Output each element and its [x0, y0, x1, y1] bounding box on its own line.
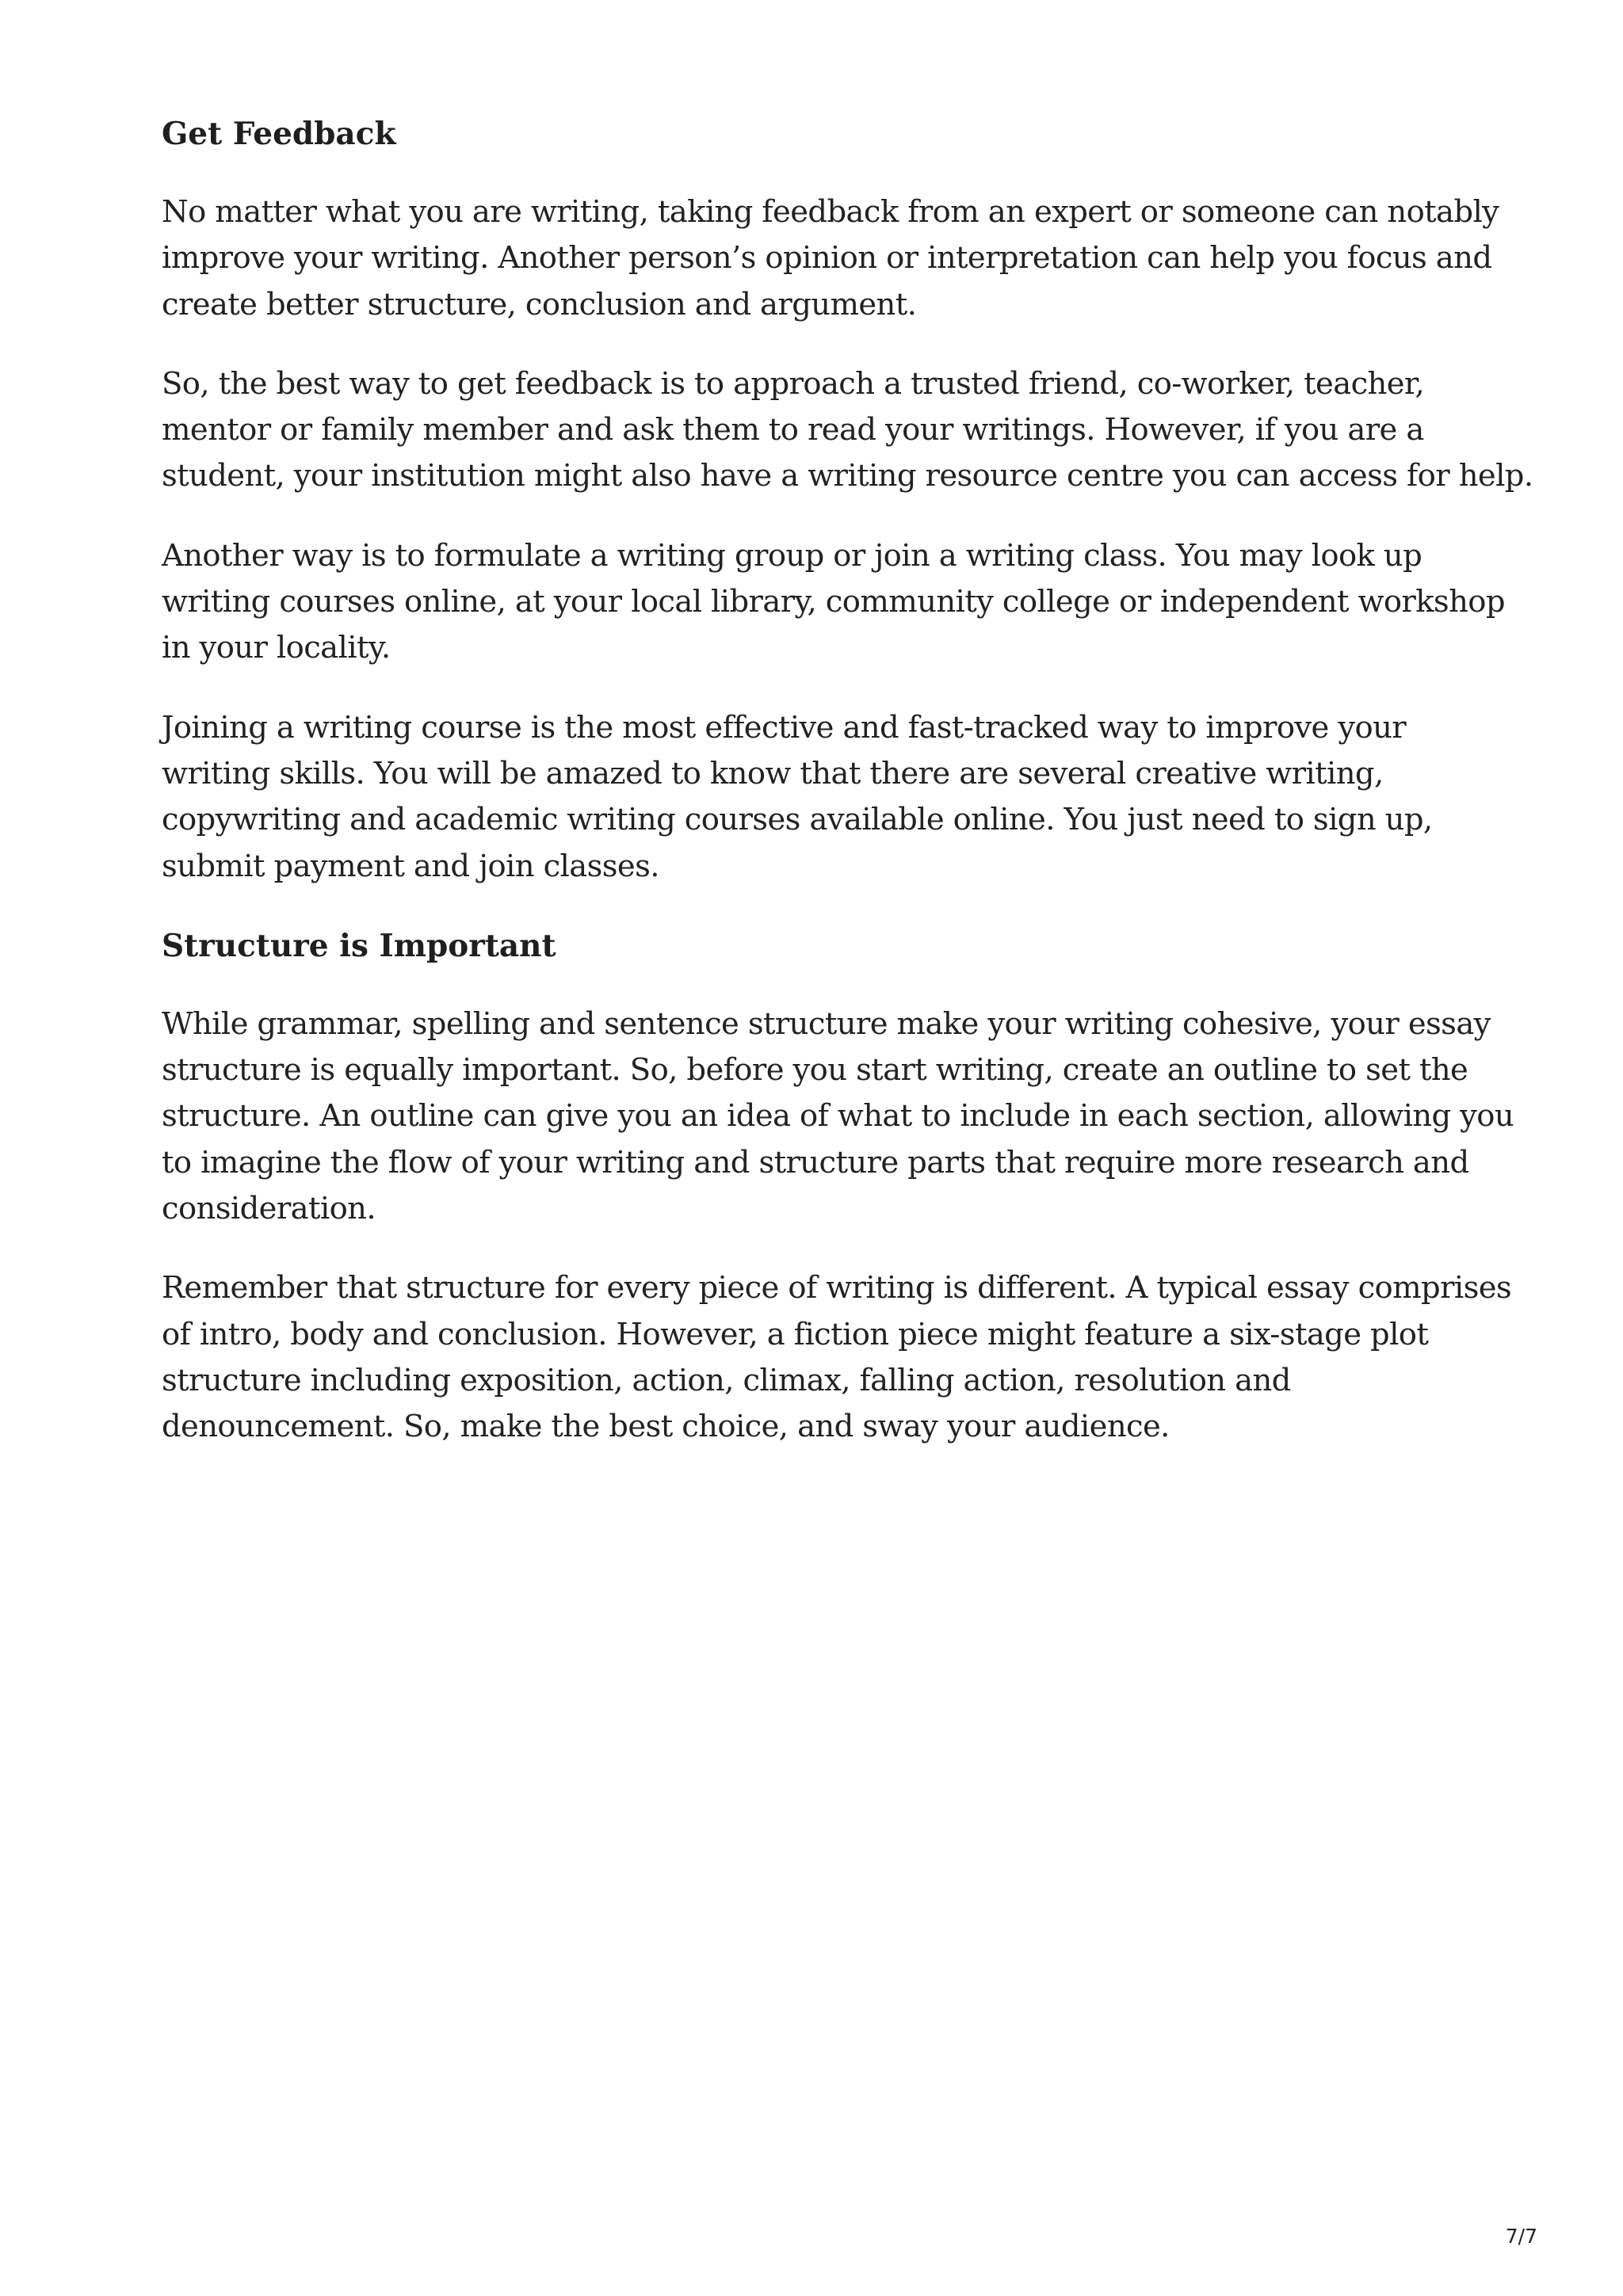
paragraph-line: consideration. [162, 1191, 376, 1227]
section-heading-structure-is-important: Structure is Important [162, 927, 556, 964]
paragraph-line: denouncement. So, make the best choice, and sway your audience. [162, 1409, 1170, 1445]
section-heading-get-feedback: Get Feedback [162, 116, 396, 152]
paragraph-line: structure is equally important. So, before you start writing, create an outline to set the [162, 1052, 1468, 1089]
paragraph-line: structure. An outline can give you an idea of what to include in each section, allowing you [162, 1098, 1514, 1135]
paragraph-line: While grammar, spelling and sentence structure make your writing cohesive, your essay [162, 1005, 1491, 1042]
paragraph-line: writing courses online, at your local library, community college or independent workshop [162, 584, 1505, 620]
paragraph [162, 361, 1533, 500]
paragraph [162, 1265, 1512, 1450]
paragraph-line: to imagine the flow of your writing and structure parts that require more research and [162, 1144, 1469, 1180]
page-number: 7/7 [1505, 2225, 1537, 2248]
paragraph-line: submit payment and join classes. [162, 848, 659, 884]
paragraph [162, 189, 1499, 328]
paragraph-line: improve your writing. Another person’s opinion or interpretation can help you focus and [162, 240, 1492, 277]
paragraph-line: copywriting and academic writing courses available online. You just need to sign up, [162, 802, 1433, 838]
paragraph [162, 533, 1505, 672]
paragraph-line: structure including exposition, action, climax, falling action, resolution and [162, 1362, 1291, 1398]
paragraph-line: So, the best way to get feedback is to approach a trusted friend, co-worker, teacher, [162, 365, 1425, 402]
paragraph-line: Joining a writing course is the most effective and fast-tracked way to improve your [162, 709, 1407, 746]
article-body [162, 111, 1533, 1451]
paragraph-line: Another way is to formulate a writing group or join a writing class. You may look up [162, 537, 1423, 574]
paragraph-line: Remember that structure for every piece of writing is different. A typical essay comprises [162, 1270, 1512, 1306]
paragraph-line: writing skills. You will be amazed to know that there are several creative writing, [162, 755, 1384, 791]
paragraph-line: mentor or family member and ask them to read your writings. However, if you are a [162, 412, 1424, 448]
paragraph-line: No matter what you are writing, taking feedback from an expert or someone can notably [162, 194, 1499, 230]
paragraph-line: in your locality. [162, 630, 391, 666]
paragraph [162, 705, 1493, 890]
paragraph-line: create better structure, conclusion and argument. [162, 286, 917, 322]
paragraph-line: of intro, body and conclusion. However, a fiction piece might feature a six-stage plot [162, 1316, 1429, 1352]
paragraph [162, 1001, 1514, 1232]
paragraph-line: student, your institution might also have a writing resource centre you can access for help. [162, 458, 1533, 494]
